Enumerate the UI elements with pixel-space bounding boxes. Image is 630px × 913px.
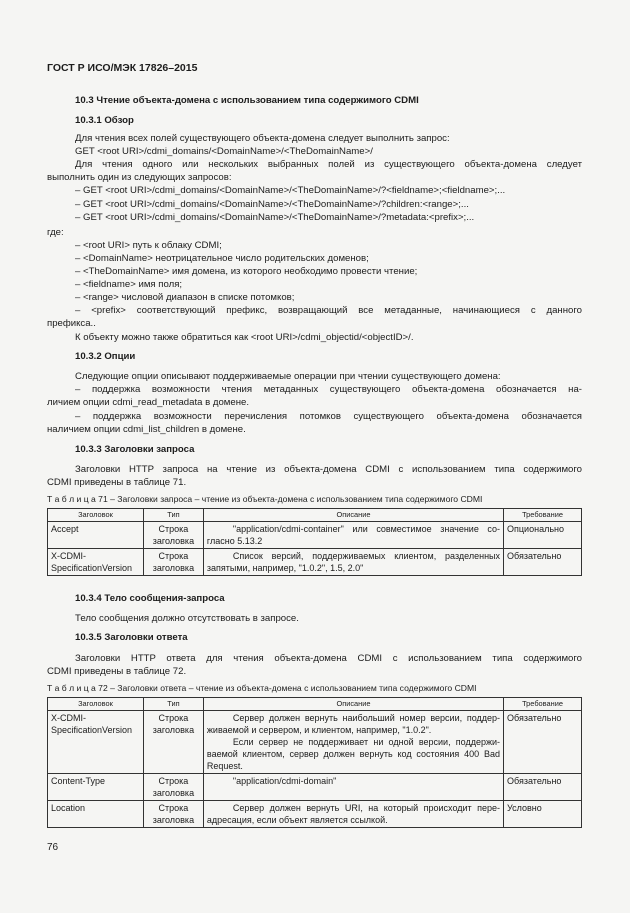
paragraph: Тело сообщения должно отсутствовать в запросе. — [75, 613, 299, 624]
paragraph: где: — [47, 227, 64, 238]
requirement-cell: Условно — [504, 801, 582, 828]
list-item: – GET <root URI>/cdmi_domains/<DomainName>/<TheDomainName>/?children:<range>;... — [75, 199, 469, 210]
paragraph: CDMI приведены в таблице 71. — [47, 477, 187, 488]
table-row — [48, 801, 582, 828]
column-header: Требование — [504, 509, 582, 522]
header-name-cell: Location — [48, 801, 144, 828]
requirement-cell: Обязательно — [504, 774, 582, 801]
requirement-cell: Обязательно — [504, 711, 582, 774]
table-row — [48, 522, 582, 549]
paragraph: CDMI приведены в таблице 72. — [47, 666, 187, 677]
table-header-row — [48, 509, 582, 522]
table-row — [48, 711, 582, 774]
paragraph: К объекту можно также обратиться как <root URI>/cdmi_objectid/<objectID>/. — [75, 332, 414, 343]
table-caption: Т а б л и ц а 71 – Заголовки запроса – чтение из объекта-домена с использованием типа содержимого CDMI — [47, 494, 483, 504]
paragraph: Заголовки HTTP запроса на чтение из объекта-домена CDMI с использованием типа содержимого — [75, 464, 582, 475]
subsection-title-request-headers: 10.3.3 Заголовки запроса — [75, 444, 195, 455]
paragraph: выполнить один из следующих запросов: — [47, 172, 232, 183]
list-item: – <range> числовой диапазон в списке потомков; — [75, 292, 295, 303]
header-name-cell: X-CDMI-SpecificationVersion — [48, 711, 144, 774]
table-71 — [47, 508, 582, 576]
table-row — [48, 549, 582, 576]
list-item: – <prefix> соответствующий префикс, возвращающий все метаданные, начинающиеся с данного — [75, 305, 582, 316]
table-72 — [47, 697, 582, 828]
description-cell: Сервер должен вернуть URI, на который происходит пере-адресация, если объект является ссылкой. — [203, 801, 503, 828]
table-row — [48, 774, 582, 801]
paragraph: Заголовки HTTP ответа для чтения объекта-домена CDMI с использованием типа содержимого — [75, 653, 582, 664]
table-header-row — [48, 698, 582, 711]
type-cell: Строка заголовка — [143, 549, 203, 576]
list-item: наличием опции cdmi_list_children в домене. — [47, 424, 246, 435]
paragraph: Для чтения всех полей существующего объекта-домена следует выполнить запрос: — [75, 133, 450, 144]
column-header: Описание — [203, 509, 503, 522]
type-cell: Строка заголовка — [143, 711, 203, 774]
list-item: – <DomainName> неотрицательное число родительских доменов; — [75, 253, 369, 264]
column-header: Требование — [504, 698, 582, 711]
list-item: – <fieldname> имя поля; — [75, 279, 183, 290]
subsection-title-request-body: 10.3.4 Тело сообщения-запроса — [75, 593, 225, 604]
type-cell: Строка заголовка — [143, 522, 203, 549]
type-cell: Строка заголовка — [143, 801, 203, 828]
header-name-cell: X-CDMI-SpecificationVersion — [48, 549, 144, 576]
description-cell: "application/cdmi-container" или совместимое значение со-гласно 5.13.2 — [203, 522, 503, 549]
list-item: личием опции cdmi_read_metadata в домене. — [47, 397, 250, 408]
paragraph: Для чтения одного или нескольких выбранных полей из существующего объекта-домена следует — [75, 159, 582, 170]
paragraph: Следующие опции описывают поддерживаемые операции при чтении существующего домена: — [75, 371, 501, 382]
column-header: Описание — [203, 698, 503, 711]
column-header: Заголовок — [48, 509, 144, 522]
subsection-title-options: 10.3.2 Опции — [75, 351, 136, 362]
description-cell: Сервер должен вернуть наибольший номер версии, поддер-живаемой и сервером, и клиентом, например, "1.0.2". Если сервер не поддерживает ни одной версии, поддержи-ваемой клиентом, сервер должен вернуть код состояния 400 Bad Request. — [203, 711, 503, 774]
column-header: Заголовок — [48, 698, 144, 711]
list-item: префикса.. — [47, 318, 96, 329]
list-item: – GET <root URI>/cdmi_domains/<DomainName>/<TheDomainName>/?<fieldname>;<fieldname>;... — [75, 185, 506, 196]
list-item: – <TheDomainName> имя домена, из которого необходимо провести чтение; — [75, 266, 418, 277]
description-cell: "application/cdmi-domain" — [203, 774, 503, 801]
list-item: – GET <root URI>/cdmi_domains/<DomainName>/<TheDomainName>/?metadata:<prefix>;... — [75, 212, 475, 223]
table-caption: Т а б л и ц а 72 – Заголовки ответа – чтение из объекта-домена с использованием типа содержимого CDMI — [47, 683, 477, 693]
list-item: – поддержка возможности чтения метаданных существующего объекта-домена обозначается на- — [75, 384, 582, 395]
list-item: – <root URI> путь к облаку CDMI; — [75, 240, 222, 251]
requirement-cell: Опционально — [504, 522, 582, 549]
header-name-cell: Accept — [48, 522, 144, 549]
page-number: 76 — [47, 842, 59, 853]
type-cell: Строка заголовка — [143, 774, 203, 801]
document-header: ГОСТ Р ИСО/МЭК 17826–2015 — [47, 62, 198, 74]
list-item: – поддержка возможности перечисления потомков существующего объекта-домена обозначается — [75, 411, 582, 422]
section-title: 10.3 Чтение объекта-домена с использованием типа содержимого CDMI — [75, 95, 419, 106]
column-header: Тип — [143, 509, 203, 522]
header-name-cell: Content-Type — [48, 774, 144, 801]
subsection-title-response-headers: 10.3.5 Заголовки ответа — [75, 632, 188, 643]
request-line: GET <root URI>/cdmi_domains/<DomainName>/<TheDomainName>/ — [75, 146, 373, 157]
description-cell: Список версий, поддерживаемых клиентом, разделенных запятыми, например, "1.0.2", 1.5, 2.0" — [203, 549, 503, 576]
requirement-cell: Обязательно — [504, 549, 582, 576]
column-header: Тип — [143, 698, 203, 711]
subsection-title-overview: 10.3.1 Обзор — [75, 115, 134, 126]
